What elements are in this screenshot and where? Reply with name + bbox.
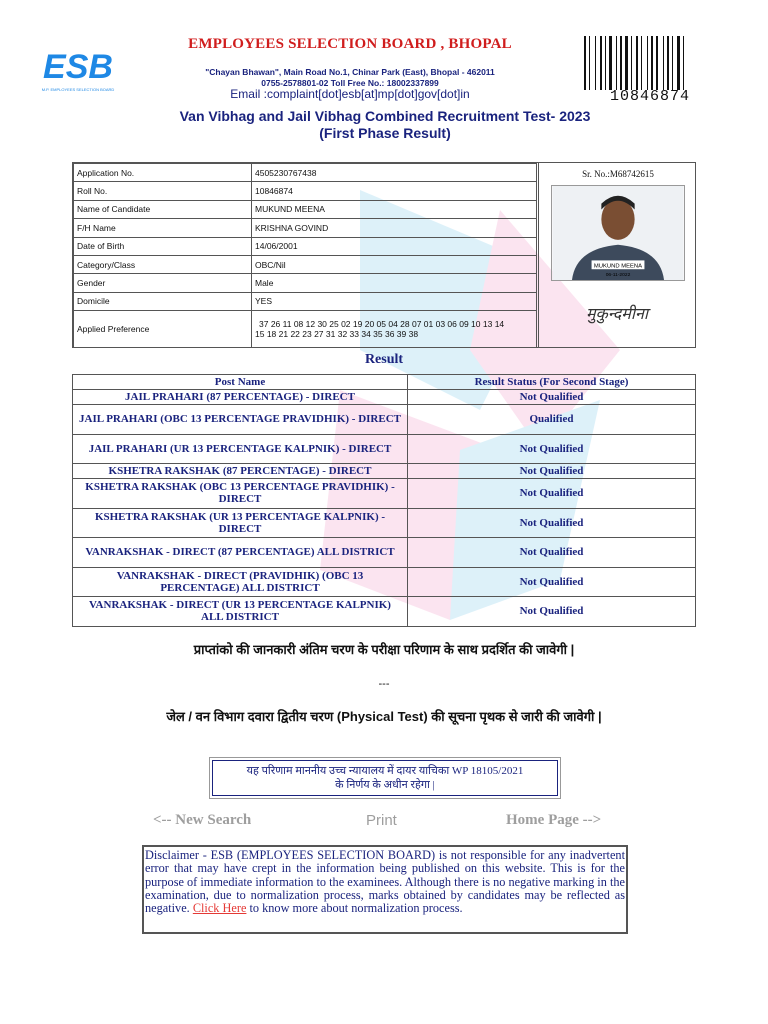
details-value: 14/06/2001	[252, 237, 537, 255]
details-label: Name of Candidate	[74, 200, 252, 218]
details-value: 4505230767438	[252, 164, 537, 182]
address-line: "Chayan Bhawan", Main Road No.1, Chinar Park (East), Bhopal - 462011	[205, 67, 495, 77]
post-name: VANRAKSHAK - DIRECT (87 PERCENTAGE) ALL DISTRICT	[73, 538, 408, 568]
result-status: Not Qualified	[408, 479, 696, 509]
result-row	[73, 405, 696, 435]
new-search-link[interactable]: <-- New Search	[153, 812, 252, 828]
details-label: Date of Birth	[74, 237, 252, 255]
post-name: VANRAKSHAK - DIRECT (PRAVIDHIK) (OBC 13 PERCENTAGE) ALL DISTRICT	[73, 567, 408, 597]
result-status: Qualified	[408, 405, 696, 435]
exam-title	[110, 108, 660, 142]
details-value: 10846874	[252, 182, 537, 200]
photo-signature-panel	[538, 163, 695, 347]
result-table	[72, 374, 696, 627]
disclaimer-box	[142, 845, 628, 934]
post-name: JAIL PRAHARI (OBC 13 PERCENTAGE PRAVIDHIK) - DIRECT	[73, 405, 408, 435]
phone-line: 0755-2578801-02 Toll Free No.: 18002337899	[261, 78, 439, 88]
barcode-bar	[667, 36, 669, 90]
details-row	[74, 182, 537, 200]
board-address	[160, 67, 540, 89]
col-result-status: Result Status (For Second Stage)	[408, 375, 696, 390]
result-row	[73, 434, 696, 464]
post-name: KSHETRA RAKSHAK (87 PERCENTAGE) - DIRECT	[73, 464, 408, 479]
details-label: Gender	[74, 274, 252, 292]
result-status: Not Qualified	[408, 390, 696, 405]
candidate-details-box	[72, 162, 696, 348]
details-label: F/H Name	[74, 219, 252, 237]
barcode-bar	[625, 36, 628, 90]
barcode-bar	[651, 36, 653, 90]
barcode-bar	[677, 36, 680, 90]
court-notice-line: के निर्णय के अधीन रहेगा |	[335, 779, 435, 791]
barcode-bar	[656, 36, 658, 90]
court-notice-line: यह परिणाम माननीय उच्च न्यायालय में दायर याचिका WP 18105/2021	[246, 765, 524, 777]
details-label: Domicile	[74, 292, 252, 310]
physical-test-note: जेल / वन विभाग दवारा द्वितीय चरण (Physical Test) की सूचना पृथक से जारी की जावेगी |	[166, 709, 602, 724]
candidate-signature	[557, 293, 677, 333]
svg-text:ESB: ESB	[43, 48, 113, 86]
post-name: JAIL PRAHARI (UR 13 PERCENTAGE KALPNIK) - DIRECT	[73, 434, 408, 464]
details-row	[74, 237, 537, 255]
page-header	[0, 0, 768, 145]
result-status: Not Qualified	[408, 538, 696, 568]
print-link[interactable]: Print	[366, 812, 397, 829]
photo-caption: MUKUND MEENA	[593, 263, 643, 270]
candidate-details-table	[73, 163, 537, 348]
barcode-image	[582, 36, 718, 90]
result-status: Not Qualified	[408, 434, 696, 464]
details-row	[74, 255, 537, 273]
details-value: YES	[252, 292, 537, 310]
barcode-bar	[647, 36, 648, 90]
separator: ---	[378, 678, 390, 690]
result-row	[73, 508, 696, 538]
barcode-bar	[609, 36, 612, 90]
details-value: KRISHNA GOVIND	[252, 219, 537, 237]
post-name: KSHETRA RAKSHAK (UR 13 PERCENTAGE KALPNIK) - DIRECT	[73, 508, 408, 538]
barcode-bar	[672, 36, 673, 90]
court-notice-box	[212, 760, 558, 796]
result-row	[73, 464, 696, 479]
disclaimer-tail: to know more about normalization process.	[249, 901, 463, 916]
details-label: Application No.	[74, 164, 252, 182]
details-row	[74, 219, 537, 237]
result-row	[73, 538, 696, 568]
details-row	[74, 200, 537, 218]
disclaimer-text: Disclaimer - ESB (EMPLOYEES SELECTION BOARD) is not responsible for any inadvertent error that may have crept in the information being published on this website. This is for the purpose of immediate information to the examinees. Although there is no negative marking in the examination, due to normalization process, marks obtained by candidates may be reflected as negative.	[145, 848, 625, 916]
barcode-bar	[683, 36, 684, 90]
result-status: Not Qualified	[408, 567, 696, 597]
barcode-bar	[616, 36, 617, 90]
home-page-link[interactable]: Home Page -->	[506, 812, 602, 828]
photo-date: 06-11-2022	[605, 273, 631, 279]
barcode-bar	[631, 36, 632, 90]
board-title: EMPLOYEES SELECTION BOARD , BHOPAL	[188, 36, 512, 52]
barcode-bar	[620, 36, 622, 90]
barcode-number: 10846874	[609, 88, 690, 105]
exam-name: Van Vibhag and Jail Vibhag Combined Recruitment Test- 2023	[179, 108, 591, 124]
candidate-photo	[551, 185, 685, 281]
details-row	[74, 274, 537, 292]
contact-email: Email :complaint[dot]esb[at]mp[dot]gov[dot]in	[230, 87, 470, 101]
svg-text:M.P. EMPLOYEES SELECTION BOARD: M.P. EMPLOYEES SELECTION BOARD	[41, 87, 115, 92]
barcode-bar	[589, 36, 590, 90]
barcode-bar	[595, 36, 596, 90]
normalization-click-here-link[interactable]: Click Here	[192, 901, 247, 916]
details-row	[74, 164, 537, 182]
result-row	[73, 390, 696, 405]
preference-line: 15 18 21 22 23 27 31 32 33 34 35 36 39 38	[255, 329, 419, 340]
result-status: Not Qualified	[408, 508, 696, 538]
details-row	[74, 292, 537, 310]
barcode-bar	[663, 36, 664, 90]
exam-phase: (First Phase Result)	[319, 125, 451, 141]
result-row	[73, 597, 696, 627]
post-name: JAIL PRAHARI (87 PERCENTAGE) - DIRECT	[73, 390, 408, 405]
result-row	[73, 567, 696, 597]
preference-line: 37 26 11 08 12 30 25 02 19 20 05 04 28 07 01 03 06 09 10 13 14	[259, 319, 505, 330]
result-row	[73, 479, 696, 509]
serial-number: Sr. No.:M68742615	[582, 169, 654, 179]
barcode-bar	[641, 36, 642, 90]
details-value: MUKUND MEENA	[252, 200, 537, 218]
marks-info-note: प्राप्तांको की जानकारी अंतिम चरण के परीक्षा परिणाम के साथ प्रदर्शित की जावेगी |	[193, 642, 575, 657]
barcode-bar	[636, 36, 638, 90]
col-post-name: Post Name	[73, 375, 408, 390]
result-status: Not Qualified	[408, 464, 696, 479]
barcode-bar	[584, 36, 586, 90]
esb-logo	[40, 44, 116, 96]
result-status: Not Qualified	[408, 597, 696, 627]
details-label: Applied Preference	[74, 311, 252, 348]
details-label: Category/Class	[74, 255, 252, 273]
barcode-bar	[605, 36, 606, 90]
signature-text: मुकुन्दमीना	[585, 304, 649, 323]
details-row-preference	[74, 311, 537, 348]
result-heading: Result	[364, 352, 404, 367]
details-label: Roll No.	[74, 182, 252, 200]
post-name: VANRAKSHAK - DIRECT (UR 13 PERCENTAGE KALPNIK) ALL DISTRICT	[73, 597, 408, 627]
applied-preference-value	[252, 311, 537, 348]
details-value: Male	[252, 274, 537, 292]
post-name: KSHETRA RAKSHAK (OBC 13 PERCENTAGE PRAVIDHIK) - DIRECT	[73, 479, 408, 509]
barcode-bar	[600, 36, 602, 90]
details-value: OBC/Nil	[252, 255, 537, 273]
